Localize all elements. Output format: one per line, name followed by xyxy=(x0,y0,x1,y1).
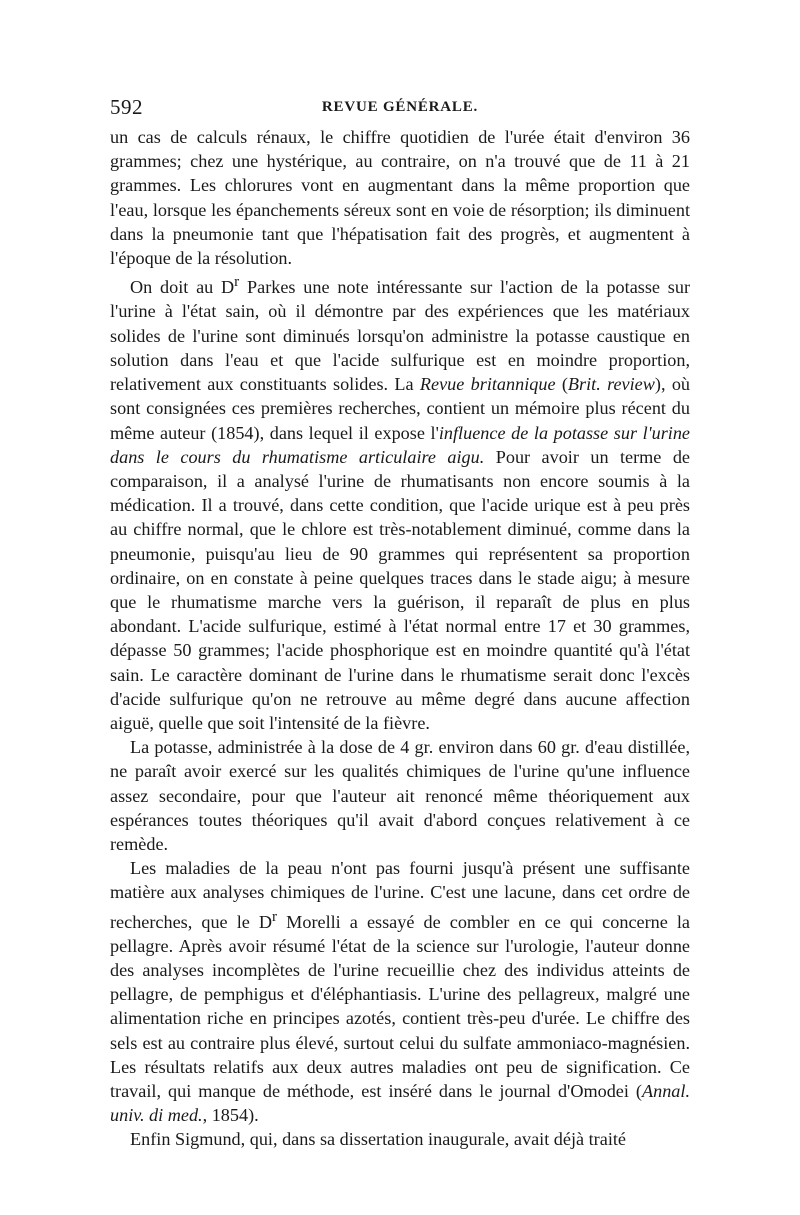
text-run: ), où sont consignées ces premières recherches, contient un mémoire plus récent du même auteur (1854), dans lequel il expose l' xyxy=(110,374,691,443)
italic-title-revue-britannique: Revue britannique xyxy=(419,374,556,395)
text-run: , 1854). xyxy=(202,1105,259,1126)
text-run: On doit au D xyxy=(130,277,235,298)
running-head xyxy=(110,95,690,123)
paragraph-5: Enfin Sigmund, qui, dans sa dissertation inaugurale, avait déjà traité xyxy=(130,1129,626,1150)
italic-memoir-title: influence de la potasse sur l'urine dans le cours du rhumatisme articulaire aigu. xyxy=(110,422,690,467)
paragraph-3: La potasse, administrée à la dose de 4 gr. environ dans 60 gr. d'eau distillée, ne paraît avoir exercé sur les qualités chimiques de l'urine qu'une influence assez secondaire, pour que l'auteur ait renoncé même théoriquement aux espérances toutes théoriques qu'il avait d'abord conçues relativement à ce remède. xyxy=(110,737,690,854)
paragraph-4 xyxy=(110,856,690,1127)
text-run: ( xyxy=(555,374,568,395)
text-run: Les maladies de la peau n'ont pas fourni jusqu'à présent une suffisante matière aux analyses chimiques de l'urine. C'est une lacune, dans cet ordre de recherches, que le D xyxy=(110,858,690,932)
italic-citation-brit-review: Brit. review xyxy=(567,374,655,395)
text-run: Parkes une note intéressante sur l'action de la potasse sur l'urine à l'état sain, où il démontre par des expériences que les matériaux solides de l'urine sont diminués lorsqu'on administre la potasse caustique en solution dans l'eau et que l'acide sulfurique est en moindre proportion, relativement aux constituants solides. La xyxy=(110,277,691,395)
italic-citation-annal: Annal. univ. di med. xyxy=(110,1081,690,1126)
superscript: r xyxy=(272,907,278,925)
superscript: r xyxy=(234,273,240,291)
article-body xyxy=(110,125,690,1152)
text-run: Morelli a essayé de combler en ce qui concerne la pellagre. Après avoir résumé l'état de la science sur l'urologie, l'auteur donne des analyses incomplètes de l'urine recueillie chez des individus atteints de pellagre, de pemphigus et d'éléphantiasis. L'urine des pellagreux, malgré une alimentation riche en principes azotés, contient très-peu d'urée. Le chiffre des sels est au contraire plus élevé, surtout celui du sulfate ammoniaco-magnésien. Les résultats relatifs aux deux autres maladies ont peu de signification. Ce travail, qui manque de méthode, est inséré dans le journal d'Omodei ( xyxy=(110,911,691,1102)
paragraph-1: un cas de calculs rénaux, le chiffre quotidien de l'urée était d'environ 36 grammes; chez une hystérique, au contraire, on n'a trouvé que de 11 à 21 grammes. Les chlorures vont en augmentant dans la même proportion que l'eau, lorsque les épanchements séreux sont en voie de résorption; ils diminuent dans la pneumonie tant que l'hépatisation fait des progrès, et augmentent à l'époque de la résolution. xyxy=(110,127,690,269)
page xyxy=(110,95,690,1152)
text-run: Pour avoir un terme de comparaison, il a analysé l'urine de rhumatisants non encore soumis à la médication. Il a trouvé, dans cette condition, que l'acide urique est à peu près au chiffre normal, que le chlore est très-notablement diminué, comme dans la pneumonie, puisqu'au lieu de 90 grammes qui représentent sa proportion ordinaire, on en constate à peine quelques traces dans le stade aigu; à mesure que le rhumatisme marche vers la guérison, il reparaît de plus en plus abondant. L'acide sulfurique, estimé à l'état normal entre 17 et 30 grammes, dépasse 50 grammes; l'acide phosphorique est en moindre quantité qu'à l'état sain. Le caractère dominant de l'urine dans le rhumatisme serait donc l'excès d'acide sulfurique qu'on ne retrouve au même degré dans aucune affection aiguë, quelle que soit l'intensité de la fièvre. xyxy=(110,446,690,733)
page-number: 592 xyxy=(110,95,143,119)
header-title: REVUE GÉNÉRALE. xyxy=(321,99,479,115)
paragraph-2 xyxy=(110,270,690,735)
